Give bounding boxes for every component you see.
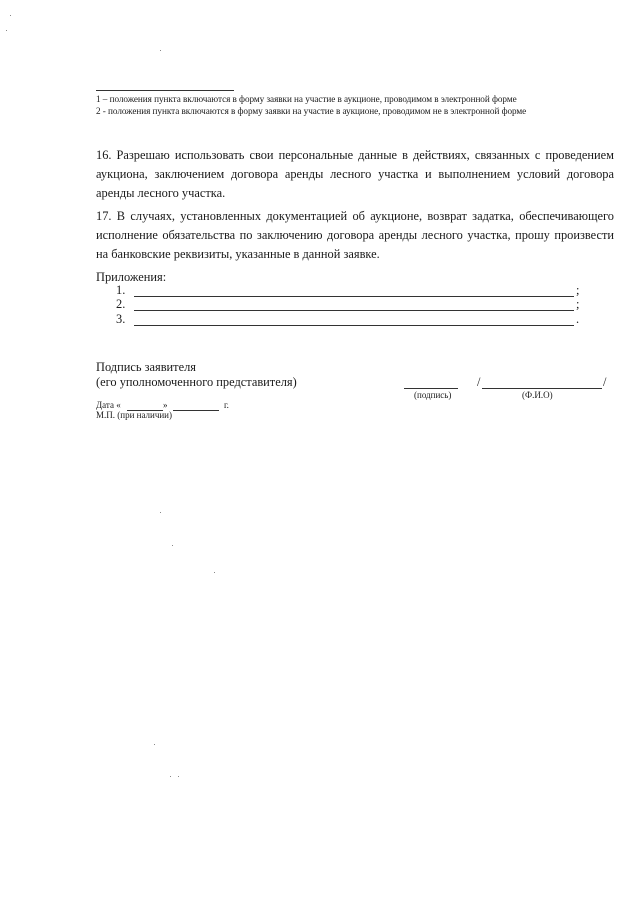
footnote-rule — [96, 90, 234, 91]
scan-speck — [6, 30, 7, 31]
scan-speck — [178, 776, 179, 777]
attachment-number: 1. — [116, 283, 126, 297]
date-year-suffix: г. — [224, 400, 229, 410]
signature-line[interactable] — [404, 388, 458, 389]
attachment-end-mark: ; — [576, 297, 580, 311]
attachment-blank-line[interactable] — [134, 310, 574, 311]
attachment-end-mark: ; — [576, 283, 580, 297]
name-caption: (Ф.И.О) — [522, 390, 553, 400]
stamp-note: М.П. (при наличии) — [96, 410, 172, 420]
scan-speck — [214, 572, 215, 573]
attachment-row-3[interactable] — [116, 312, 586, 328]
signature-title: Подпись заявителя — [96, 360, 196, 374]
name-line[interactable] — [482, 388, 602, 389]
scan-speck — [172, 545, 173, 546]
scan-speck — [10, 15, 11, 16]
date-month-blank[interactable] — [173, 410, 219, 411]
signature-caption: (подпись) — [414, 390, 452, 400]
attachment-number: 3. — [116, 312, 126, 326]
signature-subtitle: (его уполномоченного представителя) — [96, 375, 297, 389]
signature-slash-right: / — [603, 375, 607, 389]
paragraph-17: 17. В случаях, установленных документацией об аукционе, возврат задатка, обеспечивающего исполнение обязательства по заключению договора аренды лесного участка, прошу произвести на банковские реквизиты, указанные в данной заявке. — [96, 209, 614, 261]
paragraph-16: 16. Разрешаю использовать свои персональные данные в действиях, связанных с проведением аукциона, заключением договора аренды лесного участка и выполнением условий договора аренды лесного участка. — [96, 148, 614, 200]
attachment-number: 2. — [116, 297, 126, 311]
date-quote-close: » — [163, 400, 168, 410]
footnote-2: 2 - положения пункта включаются в форму заявки на участие в аукционе, проводимом не в электронной форме — [96, 106, 527, 116]
scan-speck — [160, 512, 161, 513]
scan-speck — [170, 776, 171, 777]
scan-speck — [160, 50, 161, 51]
footnote-1: 1 – положения пункта включаются в форму заявки на участие в аукционе, проводимом в электронной форме — [96, 94, 517, 104]
signature-slash-left: / — [477, 375, 481, 389]
attachment-blank-line[interactable] — [134, 325, 574, 326]
attachments-title: Приложения: — [96, 270, 167, 284]
attachment-end-mark: . — [576, 312, 580, 326]
attachment-row-2[interactable] — [116, 297, 586, 313]
date-label: Дата « — [96, 400, 121, 410]
scan-speck — [154, 744, 155, 745]
